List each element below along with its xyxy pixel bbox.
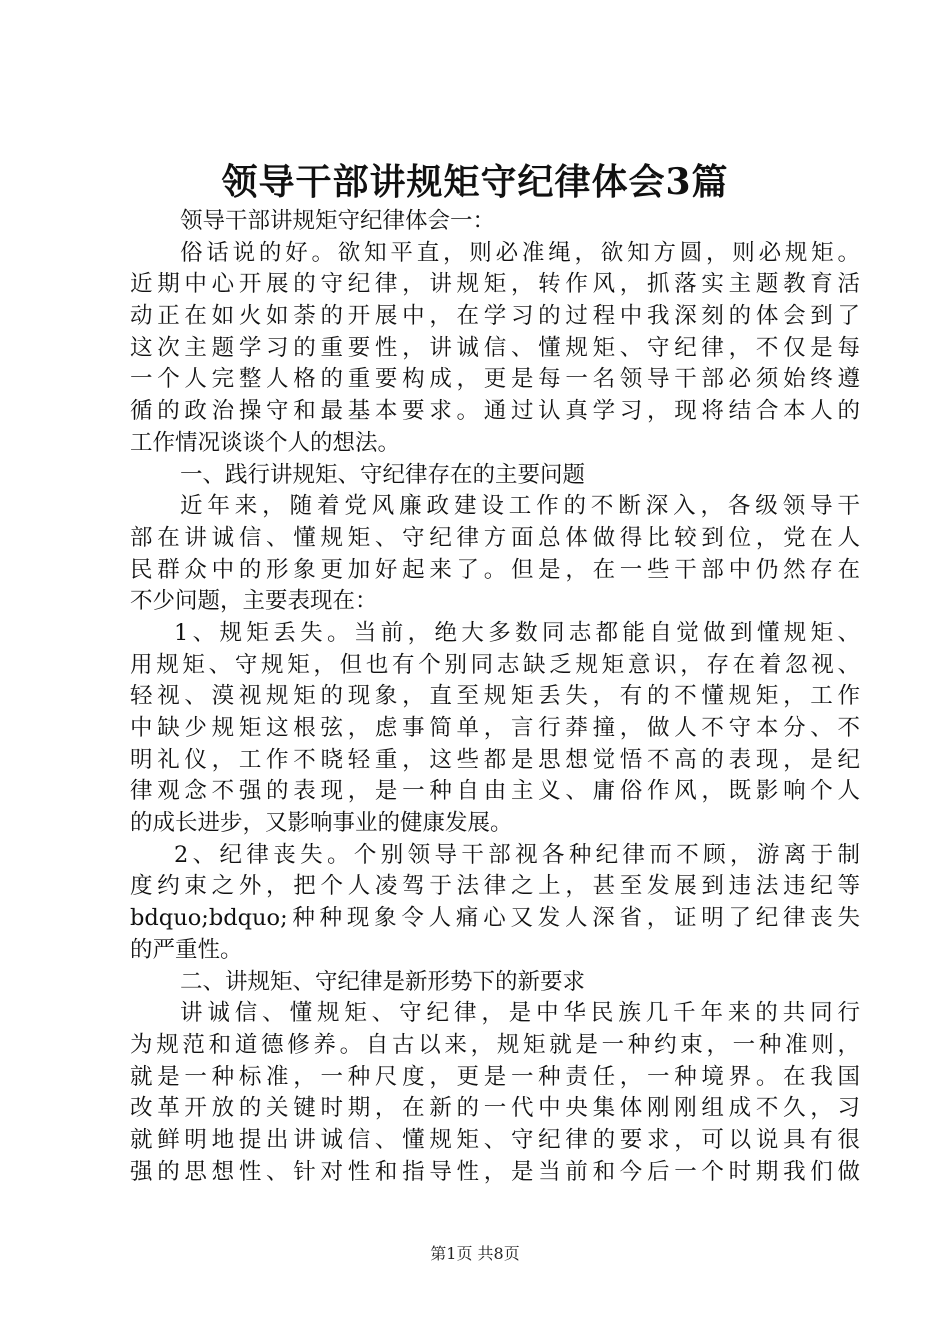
text-line: 度约束之外，把个人凌驾于法律之上，甚至发展到违法违纪等 (130, 873, 860, 900)
text-line: 为规范和道德修养。自古以来，规矩就是一种约束，一种准则， (130, 1031, 860, 1058)
text-line: bdquo;bdquo;种种现象令人痛心又发人深省，证明了纪律丧失 (130, 905, 860, 932)
text-line: 中缺少规矩这根弦，虑事简单，言行莽撞，做人不守本分、不 (130, 715, 860, 741)
text-line: 民群众中的形象更加好起来了。但是，在一些干部中仍然存在 (130, 556, 860, 583)
text-line: 的成长进步，又影响事业的健康发展。 (130, 810, 513, 837)
text-line: 的严重性。 (130, 936, 243, 963)
text-line: 2、纪律丧失。个别领导干部视各种纪律而不顾，游离于制 (174, 841, 860, 868)
text-line: 循的政治操守和最基本要求。通过认真学习，现将结合本人的 (130, 398, 860, 425)
section-heading: 二、讲规矩、守纪律是新形势下的新要求 (180, 968, 586, 995)
page-number-footer: 第1页 共8页 (430, 1244, 520, 1263)
text-line: 领导干部讲规矩守纪律体会一： (180, 208, 496, 234)
text-line: 就鲜明地提出讲诚信、懂规矩、守纪律的要求，可以说具有很 (130, 1126, 860, 1153)
text-line: 就是一种标准，一种尺度，更是一种责任，一种境界。在我国 (130, 1063, 860, 1090)
section-heading: 一、践行讲规矩、守纪律存在的主要问题 (180, 461, 586, 488)
text-line: 1、规矩丢失。当前，绝大多数同志都能自觉做到懂规矩、 (174, 619, 860, 646)
text-line: 改革开放的关键时期，在新的一代中央集体刚刚组成不久，习 (130, 1095, 860, 1122)
text-line: 不少问题，主要表现在： (130, 588, 378, 615)
text-line: 工作情况谈谈个人的想法。 (130, 429, 401, 456)
text-line: 近期中心开展的守纪律，讲规矩，转作风，抓落实主题教育活 (130, 271, 860, 298)
document-title: 领导干部讲规矩守纪律体会3篇 (221, 161, 729, 203)
text-line: 轻视、漠视规矩的现象，直至规矩丢失，有的不懂规矩，工作 (130, 683, 860, 710)
document-body (130, 206, 860, 1188)
text-line: 明礼仪，工作不晓轻重，这些都是思想觉悟不高的表现，是纪 (130, 746, 860, 773)
text-line: 这次主题学习的重要性，讲诚信、懂规矩、守纪律，不仅是每 (130, 334, 860, 361)
text-line: 一个人完整人格的重要构成，更是每一名领导干部必须始终遵 (130, 366, 860, 393)
text-line: 强的思想性、针对性和指导性，是当前和今后一个时期我们做 (130, 1158, 860, 1185)
text-line: 律观念不强的表现，是一种自由主义、庸俗作风，既影响个人 (130, 778, 860, 805)
text-line: 动正在如火如荼的开展中，在学习的过程中我深刻的体会到了 (130, 303, 860, 330)
text-line: 部在讲诚信、懂规矩、守纪律方面总体做得比较到位，党在人 (130, 524, 860, 551)
text-line: 近年来，随着党风廉政建设工作的不断深入，各级领导干 (180, 493, 860, 520)
text-line: 用规矩、守规矩，但也有个别同志缺乏规矩意识，存在着忽视、 (130, 651, 860, 678)
text-line: 俗话说的好。欲知平直，则必准绳，欲知方圆，则必规矩。 (180, 239, 860, 266)
text-line: 讲诚信、懂规矩、守纪律，是中华民族几千年来的共同行 (180, 1000, 860, 1027)
